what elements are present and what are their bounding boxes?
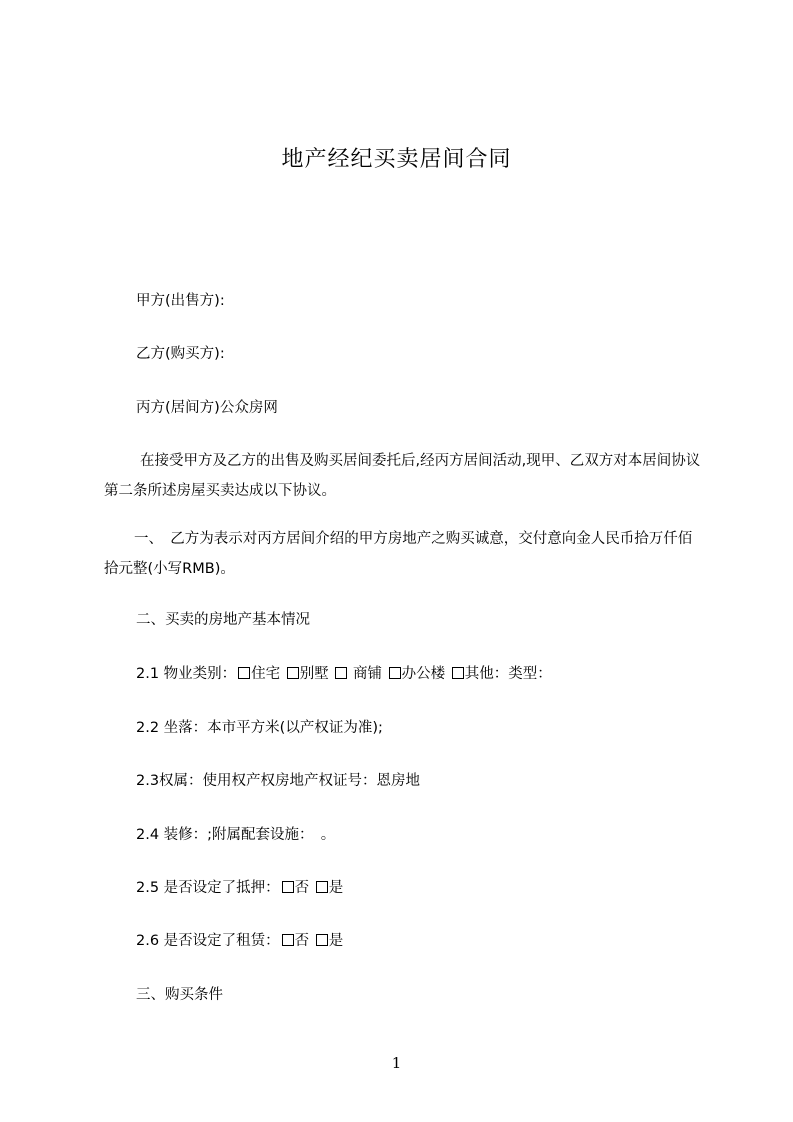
item-2-2-location: 2.2 坐落：本市平方米(以产权证为准); (136, 720, 383, 736)
page-number: 1 (391, 1054, 402, 1072)
checkbox-office[interactable] (389, 667, 401, 679)
checkbox-shop[interactable] (335, 667, 347, 679)
item-2-1-label: 2.1 物业类别： (136, 666, 237, 682)
party-a-line: 甲方(出售方): (136, 293, 225, 309)
option-label: 别墅 (299, 666, 329, 682)
option-label: 商铺 (348, 666, 382, 682)
checkbox-mortgage-no[interactable] (282, 881, 294, 893)
checkbox-lease-no[interactable] (282, 934, 294, 946)
checkbox-mortgage-yes[interactable] (316, 881, 328, 893)
document-title: 地产经纪买卖居间合同 (281, 147, 512, 172)
option-label: 其他：类型： (464, 666, 552, 682)
item-2-4-decoration: 2.4 装修：;附属配套设施： 。 (136, 827, 336, 843)
item-2-6-lease (136, 926, 343, 956)
item-2-3-ownership: 2.3权属：使用权产权房地产权证号：恩房地 (136, 773, 421, 789)
section-2-heading: 二、买卖的房地产基本情况 (136, 612, 310, 628)
section-3-heading: 三、购买条件 (136, 987, 223, 1003)
checkbox-residential[interactable] (238, 667, 250, 679)
option-label: 是 (328, 880, 344, 896)
option-label: 否 (294, 933, 310, 949)
party-b-line: 乙方(购买方): (136, 346, 225, 362)
checkbox-other[interactable] (452, 667, 464, 679)
item-2-6-label: 2.6 是否设定了租赁： (136, 933, 280, 949)
item-2-1-property-type (136, 659, 552, 689)
checkbox-lease-yes[interactable] (316, 934, 328, 946)
item-2-5-label: 2.5 是否设定了抵押： (136, 880, 280, 896)
checkbox-villa[interactable] (287, 667, 299, 679)
option-label: 办公楼 (401, 666, 446, 682)
intro-paragraph: 在接受甲方及乙方的出售及购买居间委托后,经丙方居间活动,现甲、乙双方对本居间协议第二条所述房屋买卖达成以下协议。 (104, 453, 701, 499)
option-label: 是 (328, 933, 344, 949)
section-1-paragraph: 一、 乙方为表示对丙方居间介绍的甲方房地产之购买诚意，交付意向金人民币拾万仟佰拾元整(小写RMB)。 (104, 531, 693, 577)
item-2-5-mortgage (136, 873, 343, 903)
option-label: 否 (294, 880, 310, 896)
party-c-line: 丙方(居间方)公众房网 (136, 400, 278, 416)
option-label: 住宅 (251, 666, 281, 682)
